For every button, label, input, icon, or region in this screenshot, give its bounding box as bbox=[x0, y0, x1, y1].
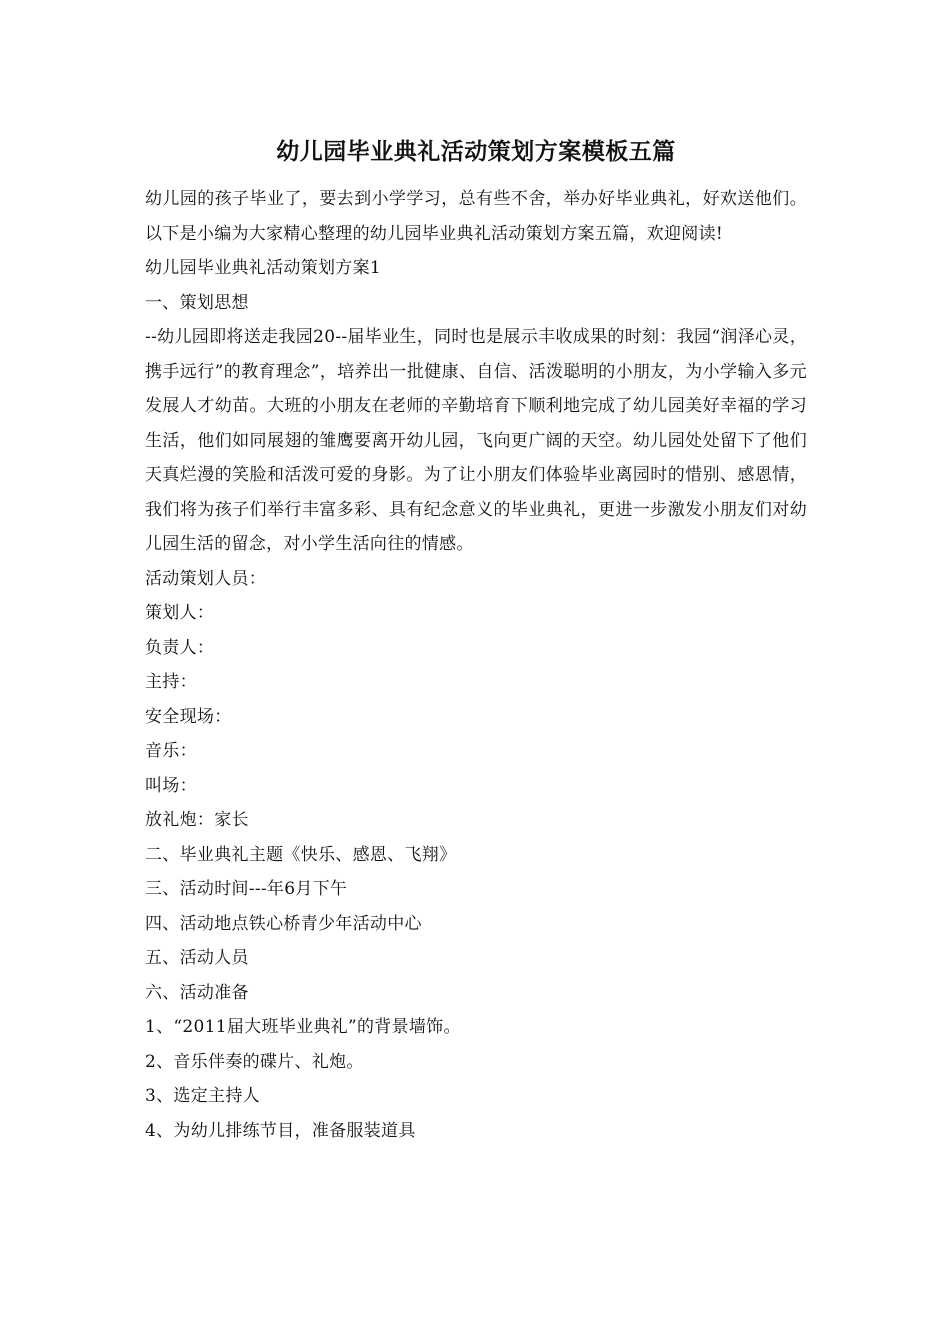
section-heading-location: 四、活动地点铁心桥青少年活动中心 bbox=[145, 913, 422, 934]
staff-item-host: 主持： bbox=[145, 672, 197, 692]
section-heading-planning-idea: 一、策划思想 bbox=[145, 292, 249, 313]
staff-item-salute: 放礼炮：家长 bbox=[145, 810, 249, 830]
section-heading-time: 三、活动时间---年6月下午 bbox=[145, 879, 348, 899]
document-page bbox=[145, 132, 807, 1148]
prep-item-host: 3、选定主持人 bbox=[145, 1086, 260, 1106]
plan-heading: 幼儿园毕业典礼活动策划方案1 bbox=[145, 258, 382, 278]
prep-item-music: 2、音乐伴奏的碟片、礼炮。 bbox=[145, 1051, 364, 1072]
intro-paragraph: 幼儿园的孩子毕业了，要去到小学学习，总有些不舍，举办好毕业典礼，好欢送他们。以下是小编为大家精心整理的幼儿园毕业典礼活动策划方案五篇，欢迎阅读! bbox=[145, 189, 807, 244]
staff-item-music: 音乐： bbox=[145, 741, 197, 761]
prep-item-rehearsal: 4、为幼儿排练节目，准备服装道具 bbox=[145, 1120, 416, 1141]
section-heading-participants: 五、活动人员 bbox=[145, 948, 249, 968]
planning-idea-paragraph: --幼儿园即将送走我园20--届毕业生，同时也是展示丰收成果的时刻：我园“润泽心灵，携手远行”的教育理念”，培养出一批健康、自信、活泼聪明的小朋友，为小学输入多元发展人才幼苗。大班的小朋友在老师的辛勤培育下顺利地完成了幼儿园美好幸福的学习生活，他们如同展翅的雏鹰要离开幼儿园，飞向更广阔的天空。幼儿园处处留下了他们天真烂漫的笑脸和活泼可爱的身影。为了让小朋友们体验毕业离园时的惜别、感恩情，我们将为孩子们举行丰富多彩、具有纪念意义的毕业典礼，更进一步激发小朋友们对幼儿园生活的留念，对小学生活向往的情感。 bbox=[145, 327, 807, 554]
staff-item-person-in-charge: 负责人： bbox=[145, 637, 215, 658]
staff-item-caller: 叫场： bbox=[145, 775, 197, 796]
section-heading-preparation: 六、活动准备 bbox=[145, 982, 249, 1003]
prep-item-backdrop: 1、“2011届大班毕业典礼”的背景墙饰。 bbox=[145, 1017, 461, 1037]
staff-item-planner: 策划人： bbox=[145, 603, 215, 623]
section-heading-theme: 二、毕业典礼主题《快乐、感恩、飞翔》 bbox=[145, 844, 457, 865]
staff-item-safety: 安全现场： bbox=[145, 706, 232, 727]
document-title: 幼儿园毕业典礼活动策划方案模板五篇 bbox=[276, 138, 676, 165]
staff-heading: 活动策划人员： bbox=[145, 568, 267, 589]
